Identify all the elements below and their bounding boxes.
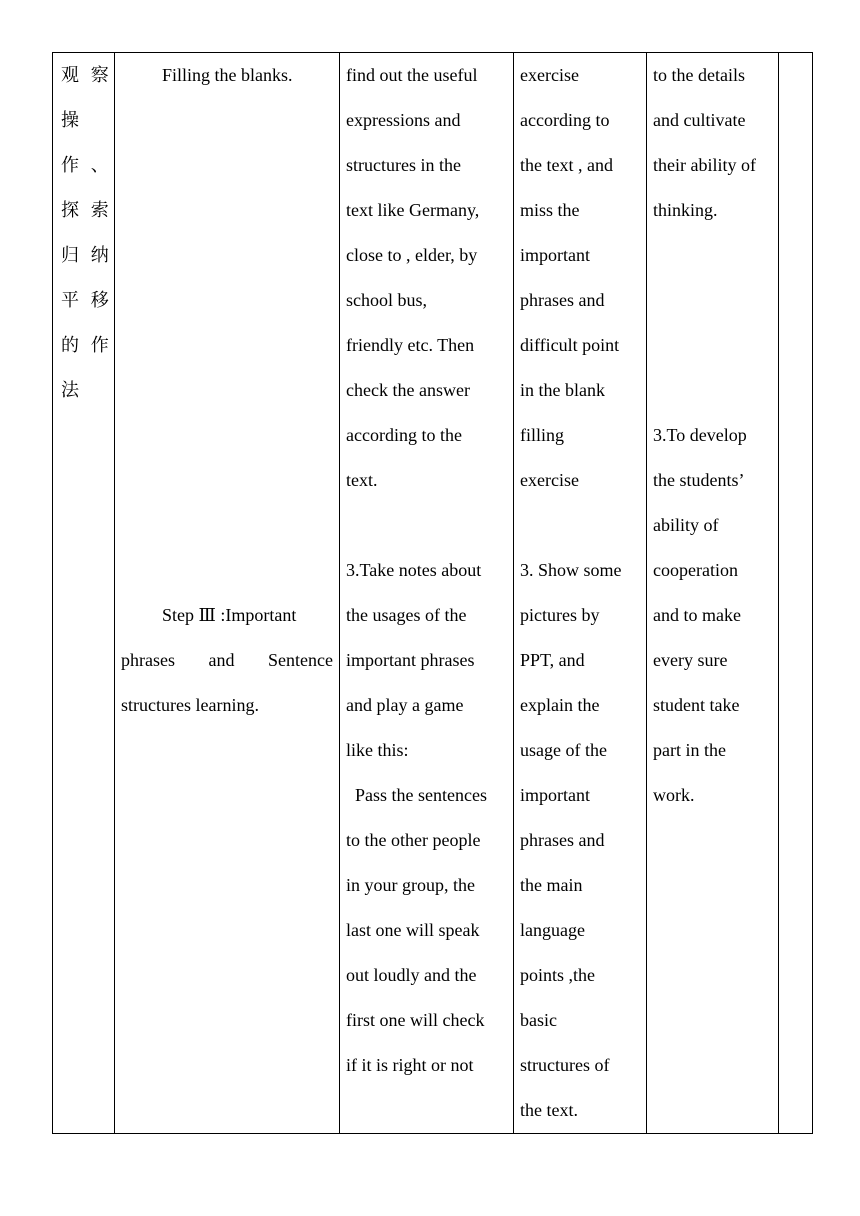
student-activity-line: in your group, the	[346, 875, 475, 895]
method-label-line: 归 纳	[61, 245, 112, 266]
method-label-line: 平 移	[61, 290, 112, 311]
student-activity-line: important phrases	[346, 650, 475, 670]
purpose-line	[653, 368, 777, 413]
student-activity-line: text.	[346, 470, 378, 490]
step-3-line: structures learning.	[121, 695, 259, 715]
column-divider	[513, 53, 514, 1133]
column-divider	[339, 53, 340, 1133]
purpose-line: 3.To develop	[653, 425, 747, 445]
purpose-line: ability of	[653, 515, 719, 535]
purpose-line: and cultivate	[653, 110, 746, 130]
student-activity-line: text like Germany,	[346, 200, 480, 220]
method-label-line: 观 察	[61, 65, 112, 86]
student-activity-line: the usages of the	[346, 605, 467, 625]
teacher-activity-line: important	[520, 785, 590, 805]
student-activity-line: check the answer	[346, 380, 470, 400]
method-label-line: 法	[61, 380, 82, 401]
student-activity-line: last one will speak	[346, 920, 480, 940]
purpose-line	[653, 233, 777, 278]
teacher-activity-line: PPT, and	[520, 650, 585, 670]
purpose-line: student take	[653, 695, 740, 715]
teacher-activity-line: language	[520, 920, 585, 940]
lesson-plan-table	[52, 52, 813, 1134]
student-activity-line: first one will check	[346, 1010, 485, 1030]
teacher-activity-line: the main	[520, 875, 583, 895]
teacher-activity-line: structures of	[520, 1055, 610, 1075]
teacher-activity-line: important	[520, 245, 590, 265]
teacher-activity-line: miss the	[520, 200, 580, 220]
student-activity-line: according to the	[346, 425, 462, 445]
student-activity-line: and play a game	[346, 695, 464, 715]
purpose-line	[653, 323, 777, 368]
student-activity-line: school bus,	[346, 290, 427, 310]
teacher-activity-line: points ,the	[520, 965, 595, 985]
student-activity-cell	[346, 53, 511, 1088]
student-activity-line: close to , elder, by	[346, 245, 478, 265]
student-activity-line: to the other people	[346, 830, 481, 850]
teacher-activity-cell	[520, 53, 644, 1133]
teacher-activity-line: the text , and	[520, 155, 613, 175]
student-activity-line: if it is right or not	[346, 1055, 474, 1075]
column-divider	[114, 53, 115, 1133]
student-activity-line: out loudly and the	[346, 965, 477, 985]
teacher-activity-line: the text.	[520, 1100, 578, 1120]
teacher-activity-line: according to	[520, 110, 610, 130]
teacher-activity-line: filling	[520, 425, 564, 445]
purpose-line: their ability of	[653, 155, 756, 175]
method-label-cell	[61, 53, 111, 413]
step-3-line	[121, 638, 333, 683]
purpose-line: the students’	[653, 470, 745, 490]
purpose-line: and to make	[653, 605, 741, 625]
step-filling-blanks: Filling the blanks.	[162, 65, 293, 85]
purpose-line: every sure	[653, 650, 728, 670]
teacher-activity-line: phrases and	[520, 290, 605, 310]
purpose-line: to the details	[653, 65, 745, 85]
student-activity-line: 3.Take notes about	[346, 560, 482, 580]
method-label-line: 操	[61, 110, 82, 131]
step-3-title: Step Ⅲ :Important	[162, 605, 297, 625]
column-divider	[778, 53, 779, 1133]
teacher-activity-line: in the blank	[520, 380, 605, 400]
teacher-activity-line: difficult point	[520, 335, 620, 355]
teacher-activity-line: explain the	[520, 695, 600, 715]
student-activity-line: friendly etc. Then	[346, 335, 475, 355]
teacher-activity-line: 3. Show some	[520, 560, 622, 580]
teacher-activity-line: basic	[520, 1010, 557, 1030]
student-activity-line: structures in the	[346, 155, 461, 175]
student-activity-line: expressions and	[346, 110, 461, 130]
student-activity-line: find out the useful	[346, 65, 478, 85]
teacher-activity-line: pictures by	[520, 605, 600, 625]
teacher-activity-line: usage of the	[520, 740, 607, 760]
purpose-line	[653, 278, 777, 323]
purpose-line: cooperation	[653, 560, 738, 580]
teacher-activity-line: phrases and	[520, 830, 605, 850]
student-activity-line: like this:	[346, 740, 409, 760]
purpose-line: thinking.	[653, 200, 718, 220]
student-activity-line: Pass the sentences	[355, 785, 487, 805]
purpose-cell	[653, 53, 777, 818]
purpose-line: work.	[653, 785, 695, 805]
column-divider	[646, 53, 647, 1133]
steps-cell	[121, 53, 333, 728]
method-label-line: 作 、	[61, 155, 112, 176]
student-activity-line	[346, 503, 511, 548]
method-label-line: 的 作	[61, 335, 112, 356]
purpose-line: part in the	[653, 740, 726, 760]
teacher-activity-line: exercise	[520, 65, 579, 85]
method-label-line: 探 索	[61, 200, 112, 221]
step-3-word: Sentence	[268, 650, 333, 670]
teacher-activity-line: exercise	[520, 470, 579, 490]
step-3-word: and	[208, 650, 235, 670]
teacher-activity-line	[520, 503, 644, 548]
step-3-word: phrases	[121, 650, 175, 670]
